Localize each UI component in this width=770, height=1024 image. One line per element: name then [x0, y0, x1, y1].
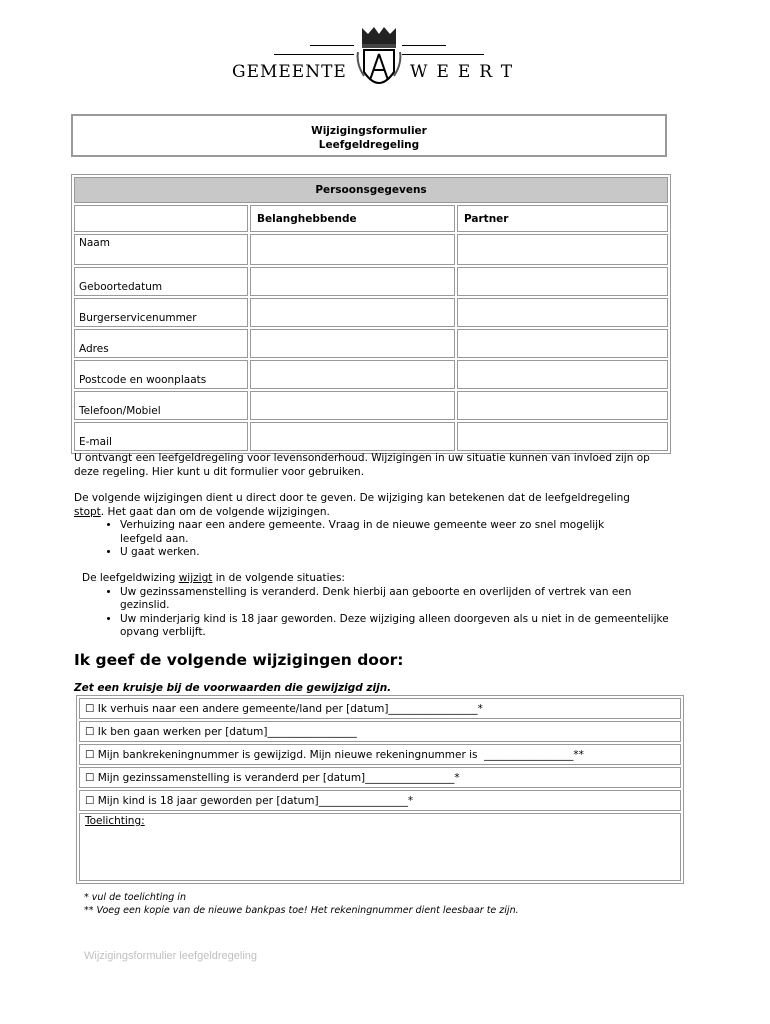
- wijzigt-word: wijzigt: [178, 572, 213, 584]
- form-subtitle: Leefgeldregeling: [318, 139, 420, 151]
- row-label: Geboortedatum: [74, 267, 248, 296]
- checkbox-household[interactable]: ☐ Mijn gezinssamenstelling is veranderd per [datum]_________________*: [79, 767, 681, 788]
- logo-right-word: WEERT: [410, 62, 522, 82]
- intro-paragraph: U ontvangt een leefgeldregeling voor levensonderhoud. Wijzigingen in uw situatie kunnen van invloed zijn op deze regeling. Hier kunt u dit formulier voor gebruiken.: [74, 452, 650, 478]
- page-footer: Wijzigingsformulier leefgeldregeling: [84, 950, 258, 962]
- direct-changes-list: [74, 519, 634, 560]
- table-row: [74, 267, 668, 296]
- partner-address-field[interactable]: [457, 329, 668, 358]
- toelichting-label: Toelichting:: [85, 815, 145, 827]
- direct-changes-paragraph: De volgende wijzigingen dient u direct door te geven. De wijziging kan betekenen dat de leefgeldregeling stopt. Het gaat dan om de volgende wijzigingen.: [74, 492, 630, 518]
- belanghebbende-name-field[interactable]: [250, 234, 455, 265]
- toelichting-field[interactable]: [79, 813, 681, 881]
- change-situations-paragraph: De leefgeldwizing wijzigt in de volgende situaties:: [82, 572, 345, 584]
- row-label: Burgerservicenummer: [74, 298, 248, 327]
- note-2: ** Voeg een kopie van de nieuwe bankpas toe! Het rekeningnummer dient leesbaar te zijn.: [84, 905, 519, 916]
- belanghebbende-email-field[interactable]: [250, 422, 455, 451]
- belanghebbende-postcode-field[interactable]: [250, 360, 455, 389]
- direct-changes-section: [74, 492, 634, 560]
- row-label: Naam: [74, 234, 248, 265]
- checkbox-bank-account[interactable]: ☐ Mijn bankrekeningnummer is gewijzigd. Mijn nieuwe rekeningnummer is _________________**: [79, 744, 681, 765]
- changes-heading: Ik geef de volgende wijzigingen door:: [74, 651, 404, 669]
- row-label: Telefoon/Mobiel: [74, 391, 248, 420]
- table-row: [74, 329, 668, 358]
- municipality-logo: [226, 24, 532, 96]
- partner-birthdate-field[interactable]: [457, 267, 668, 296]
- coat-of-arms-icon: [356, 24, 402, 96]
- column-partner: Partner: [457, 205, 668, 232]
- partner-email-field[interactable]: [457, 422, 668, 451]
- persons-heading: Persoonsgegevens: [74, 177, 668, 203]
- form-title-box: [71, 114, 667, 157]
- table-row: [74, 298, 668, 327]
- belanghebbende-phone-field[interactable]: [250, 391, 455, 420]
- stopt-word: stopt: [74, 505, 101, 518]
- belanghebbende-birthdate-field[interactable]: [250, 267, 455, 296]
- list-item: • U gaat werken.: [120, 546, 634, 560]
- table-row: [74, 360, 668, 389]
- belanghebbende-address-field[interactable]: [250, 329, 455, 358]
- partner-name-field[interactable]: [457, 234, 668, 265]
- column-belanghebbende: Belanghebbende: [250, 205, 455, 232]
- note-1: * vul de toelichting in: [84, 892, 186, 903]
- change-situations-list: [82, 586, 674, 640]
- table-corner: [74, 205, 248, 232]
- list-item: • Uw gezinssamenstelling is veranderd. Denk hierbij aan geboorte en overlijden of vertrek van een gezinslid.: [120, 586, 674, 613]
- partner-postcode-field[interactable]: [457, 360, 668, 389]
- row-label: Postcode en woonplaats: [74, 360, 248, 389]
- logo-left-word: GEMEENTE: [232, 62, 347, 82]
- belanghebbende-bsn-field[interactable]: [250, 298, 455, 327]
- changes-instruction: Zet een kruisje bij de voorwaarden die gewijzigd zijn.: [74, 682, 392, 694]
- checkbox-child-18[interactable]: ☐ Mijn kind is 18 jaar geworden per [datum]_________________*: [79, 790, 681, 811]
- checkbox-move[interactable]: ☐ Ik verhuis naar een andere gemeente/land per [datum]_________________*: [79, 698, 681, 719]
- list-item: • Verhuizing naar een andere gemeente. Vraag in de nieuwe gemeente weer zo snel mogelijk leefgeld aan.: [120, 519, 634, 546]
- partner-bsn-field[interactable]: [457, 298, 668, 327]
- changes-checklist: [76, 695, 684, 884]
- table-row: [74, 422, 668, 451]
- table-row: [74, 234, 668, 265]
- form-title: Wijzigingsformulier: [311, 125, 427, 137]
- partner-phone-field[interactable]: [457, 391, 668, 420]
- list-item: • Uw minderjarig kind is 18 jaar geworden. Deze wijziging alleen doorgeven als u niet in de gemeentelijke opvang verblijft.: [120, 613, 674, 640]
- change-situations-section: [82, 572, 674, 640]
- table-row: [74, 391, 668, 420]
- row-label: E-mail: [74, 422, 248, 451]
- row-label: Adres: [74, 329, 248, 358]
- personal-data-table: [71, 174, 671, 454]
- checkbox-work[interactable]: ☐ Ik ben gaan werken per [datum]_________________: [79, 721, 681, 742]
